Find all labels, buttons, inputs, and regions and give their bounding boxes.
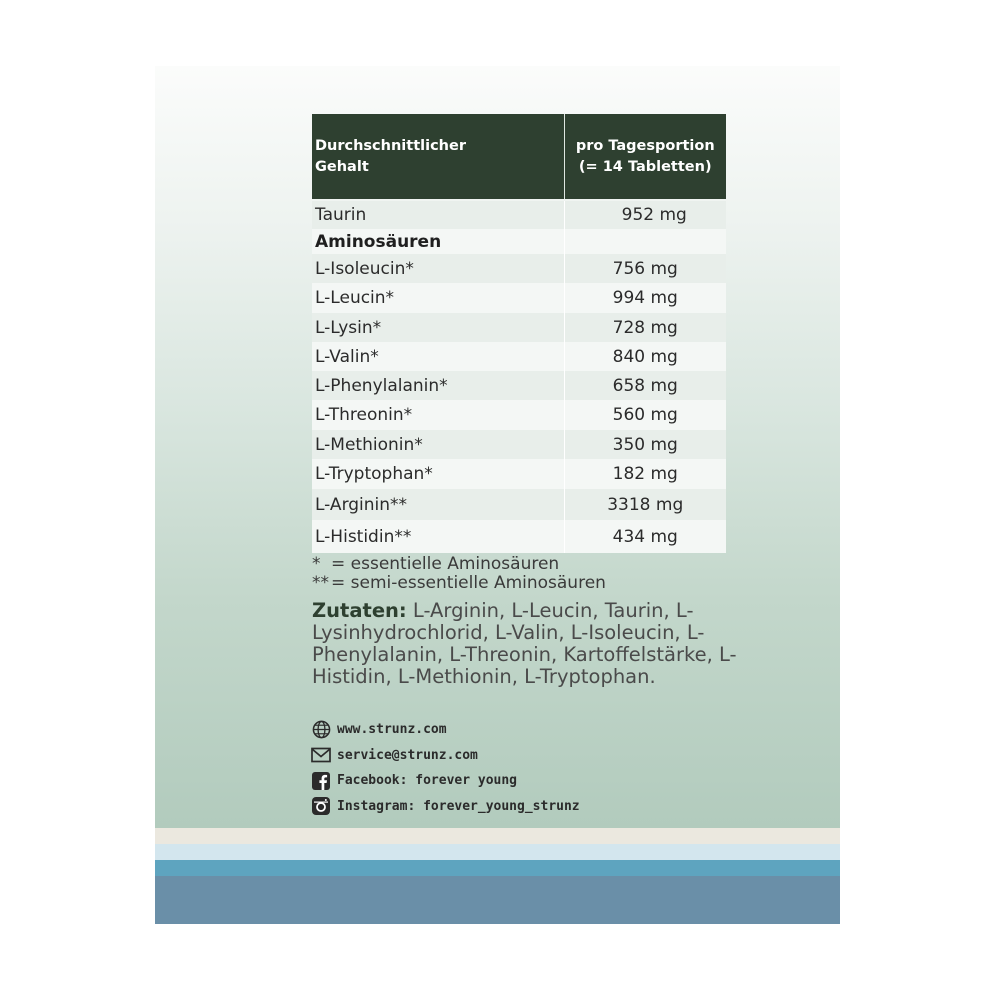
email-line[interactable] bbox=[311, 743, 580, 769]
table-row bbox=[312, 430, 726, 459]
nutrition-table bbox=[312, 114, 726, 553]
website-line[interactable] bbox=[311, 717, 580, 743]
footnote-mark: * bbox=[312, 554, 321, 574]
footnote-text: = semi-essentielle Aminosäuren bbox=[331, 573, 606, 593]
row-name: L-Phenylalanin* bbox=[312, 371, 564, 400]
table-row bbox=[312, 459, 726, 489]
website-text: www.strunz.com bbox=[337, 722, 447, 738]
stripe-teal bbox=[155, 860, 840, 876]
table-row bbox=[312, 313, 726, 342]
header-col1-line2: Gehalt bbox=[315, 158, 369, 175]
footnote-semi-essential bbox=[312, 574, 606, 593]
email-text: service@strunz.com bbox=[337, 747, 478, 763]
header-per-daily-portion bbox=[564, 114, 726, 199]
instagram-icon bbox=[311, 796, 331, 816]
row-name: L-Threonin* bbox=[312, 400, 564, 430]
section-heading: Aminosäuren bbox=[312, 229, 564, 254]
row-value: 182 mg bbox=[564, 459, 726, 489]
header-col1-line1: Durchschnittlicher bbox=[315, 137, 466, 154]
row-name: L-Histidin** bbox=[312, 520, 564, 553]
stripe-slate bbox=[155, 876, 840, 924]
table-row bbox=[312, 371, 726, 400]
footnote-mark: ** bbox=[312, 573, 329, 593]
row-value: 994 mg bbox=[564, 283, 726, 313]
row-name: L-Arginin** bbox=[312, 489, 564, 520]
header-col2-line2: (= 14 Tabletten) bbox=[578, 158, 712, 175]
ingredients-list bbox=[312, 600, 742, 688]
row-name: L-Tryptophan* bbox=[312, 459, 564, 489]
row-value bbox=[564, 229, 726, 254]
row-name: L-Lysin* bbox=[312, 313, 564, 342]
row-value: 434 mg bbox=[564, 520, 726, 553]
facebook-icon bbox=[311, 771, 331, 791]
row-name: L-Leucin* bbox=[312, 283, 564, 313]
table-row bbox=[312, 489, 726, 520]
table-row bbox=[312, 283, 726, 313]
row-value: 728 mg bbox=[564, 313, 726, 342]
row-name: L-Methionin* bbox=[312, 430, 564, 459]
ingredients-text: L-Arginin, L-Leucin, Taurin, L-Lysinhydrochlorid, L-Valin, L-Isoleucin, L-Phenylalanin, L-Threonin, Kartoffelstärke, L-Histidin, L-Methionin, L-Tryptophan. bbox=[312, 599, 737, 688]
footnote-essential bbox=[312, 555, 606, 574]
facebook-text: Facebook: forever young bbox=[337, 773, 518, 789]
header-col2-line1: pro Tagesportion bbox=[575, 137, 715, 154]
table-row bbox=[312, 342, 726, 371]
row-value: 756 mg bbox=[564, 254, 726, 283]
ingredients-label: Zutaten: bbox=[312, 599, 407, 622]
stripe-cream bbox=[155, 828, 840, 844]
footnote-text: = essentielle Aminosäuren bbox=[331, 554, 560, 574]
row-value: 658 mg bbox=[564, 371, 726, 400]
row-name: L-Valin* bbox=[312, 342, 564, 371]
table-header-row bbox=[312, 114, 726, 199]
mail-icon bbox=[311, 745, 331, 765]
row-name: Taurin bbox=[312, 201, 564, 229]
table-row bbox=[312, 400, 726, 430]
instagram-line[interactable] bbox=[311, 794, 580, 820]
facebook-line[interactable] bbox=[311, 768, 580, 794]
header-average-content bbox=[312, 114, 564, 199]
row-value: 952 mg bbox=[564, 201, 726, 229]
table-row bbox=[312, 201, 726, 229]
table-row bbox=[312, 254, 726, 283]
table-section-row bbox=[312, 229, 726, 254]
table-row bbox=[312, 520, 726, 553]
stripe-light-blue bbox=[155, 844, 840, 860]
globe-icon bbox=[311, 720, 331, 740]
row-value: 560 mg bbox=[564, 400, 726, 430]
row-value: 3318 mg bbox=[564, 489, 726, 520]
instagram-text: Instagram: forever_young_strunz bbox=[337, 798, 580, 814]
row-value: 350 mg bbox=[564, 430, 726, 459]
footnotes bbox=[312, 555, 606, 593]
row-name: L-Isoleucin* bbox=[312, 254, 564, 283]
contact-info bbox=[311, 717, 580, 819]
row-value: 840 mg bbox=[564, 342, 726, 371]
